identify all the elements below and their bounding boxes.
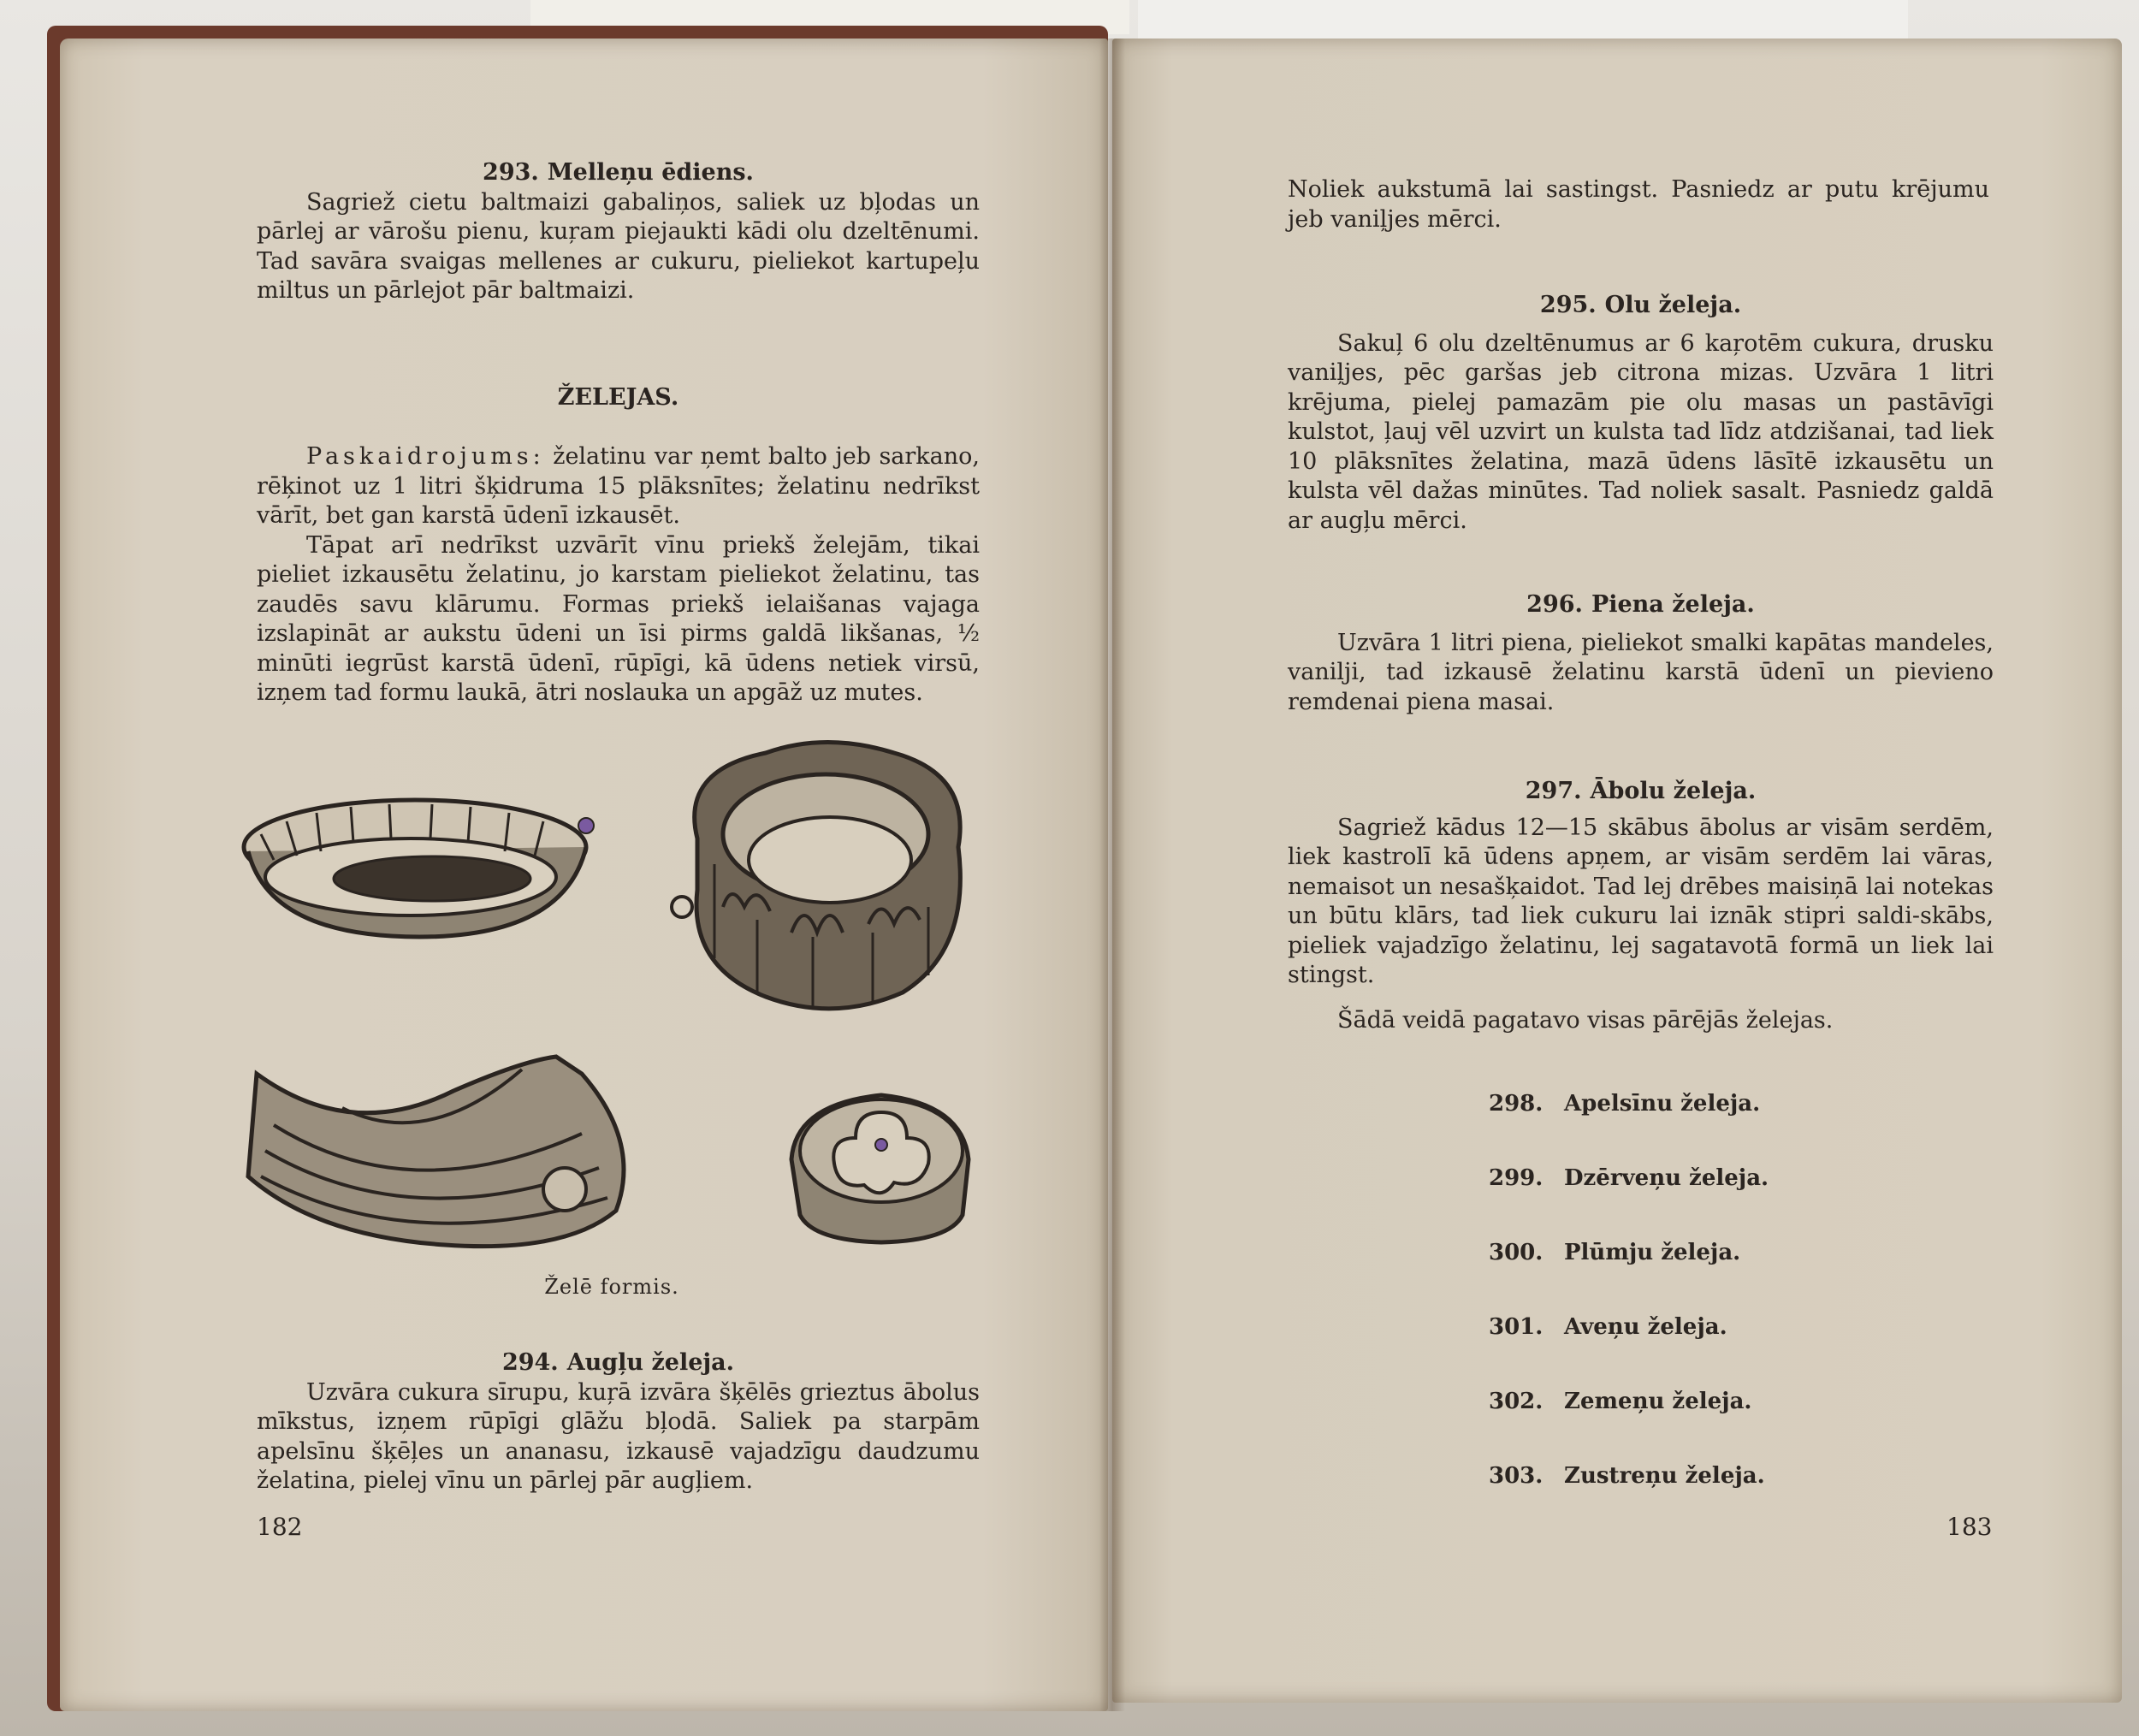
recipe-heading: 295. Olu želeja. (1539, 292, 1742, 318)
list-item: 303. Zustreņu želeja. (1489, 1463, 1765, 1489)
recipe-heading: 293. Melleņu ēdiens. (483, 159, 754, 186)
recipe-text: Sakuļ 6 olu dzeltēnumus ar 6 kaŗotēm cukura, drusku vaniļjes, pēc garšas jeb citrona mizas. Uzvāra 1 litri krējuma, pielej pamazām pie olu masas un pastāvīgi kulstot, ļauj vēl uzvirt un kulsta tad līdz atdzišanai, tad liek 10 plāksnītes želatina, mazā ūdens lāsītē izkausētu un kulsta vēl dažas minūtes. Tad noliek sasalt. Pasniedz galdā ar augļu mērci. (1288, 329, 1994, 534)
explanation-label: Paskaidrojums: (306, 443, 545, 470)
closing-line: Šādā veidā pagatavo visas pārējās želejas. (1337, 1006, 1834, 1034)
recipe-heading: 296. Piena želeja. (1526, 591, 1755, 618)
list-item: 298. Apelsīnu želeja. (1489, 1091, 1761, 1117)
recipe-296 (1288, 590, 1994, 717)
recipe-293 (257, 158, 980, 306)
list-item: 302. Zemeņu želeja. (1489, 1389, 1752, 1414)
recipe-text: Sagriež cietu baltmaizi gabaliņos, saliek uz bļodas un pārlej ar vārošu pienu, kuŗam piejaukti kādi olu dzeltēnumi. Tad savāra svaigas mellenes ar cukuru, pieliekot kartupeļu miltus un pārlejot pār baltmaizi. (257, 188, 980, 304)
jelly-mold-oval-figure (235, 774, 612, 963)
recipe-295 (1288, 291, 1994, 536)
explanation-text-2: Tāpat arī nedrīkst uzvārīt vīnu priekš želejām, tikai pieliet izkausētu želatinu, jo karstam pieliekot želatinu, tas zaudēs savu klārumu. Formas priekš ielaišanas vajaga izslapināt ar aukstu ūdeni un īsi pirms galdā likšanas, ½ minūti iegrūst karstā ūdenī, rūpīgi, kā ūdens netiek virsū, izņem tad formu laukā, ātri noslauka un apgāž uz mutes. (257, 531, 980, 706)
list-item: 301. Aveņu želeja. (1489, 1314, 1727, 1340)
page-number-right: 183 (1946, 1513, 1993, 1541)
section-title: ŽELEJAS. (557, 384, 679, 411)
jelly-mold-ring-figure (663, 736, 988, 1018)
book-gutter (1099, 39, 1125, 1711)
recipe-text: Sagriež kādus 12—15 skābus ābolus ar visām serdēm, liek kastrolī kā ūdens apņem, ar visām serdēm lai vāras, nemaisot un nesašķaidot. Tad lej drēbes maisiņā lai notekas un būtu klārs, tad liek cukuru lai iznāk stipri saldi-skābs, pieliek vajadzīgo želatinu, lej sagatavotā formā un liek lai stingst. (1288, 814, 1994, 988)
recipe-heading: 294. Augļu želeja. (501, 1349, 735, 1376)
explanation-text: želatinu var ņemt balto jeb sarkano, rēķinot uz 1 litri šķidruma 15 plāksnītes; želatinu nedrīkst vārīt, bet gan karstā ūdenī izkausēt. (257, 443, 980, 529)
explanation (257, 442, 980, 708)
recipe-text: Uzvāra cukura sīrupu, kuŗā izvāra šķēlēs grieztus ābolus mīkstus, izņem rūpīgi glāžu bļodā. Saliek pa starpām apelsīnu šķēļes un ananasu, izkausē vajadzīgu daudzumu želatina, pielej vīnu un pārlej pār augļiem. (257, 1378, 980, 1494)
page-number-left: 182 (257, 1513, 303, 1541)
list-item: 300. Plūmju želeja. (1489, 1240, 1741, 1265)
jelly-mold-flower-figure (779, 1078, 984, 1249)
list-item: 299. Dzērveņu želeja. (1489, 1165, 1769, 1191)
recipe-text: Uzvāra 1 litri piena, pieliekot smalki kapātas mandeles, vanilji, tad izkausē želatinu karstā ūdenī un pievieno remdenai piena masai. (1288, 629, 1994, 715)
figure-caption: Želē formis. (544, 1275, 679, 1299)
recipe-297 (1288, 777, 1994, 1035)
jelly-mold-crescent-figure (240, 1040, 650, 1262)
continuation-text: Noliek aukstumā lai sastingst. Pasniedz ar putu krējumu jeb vaniļjes mērci. (1288, 176, 1989, 233)
recipe-294 (257, 1348, 980, 1496)
recipe-heading: 297. Ābolu želeja. (1525, 778, 1757, 804)
